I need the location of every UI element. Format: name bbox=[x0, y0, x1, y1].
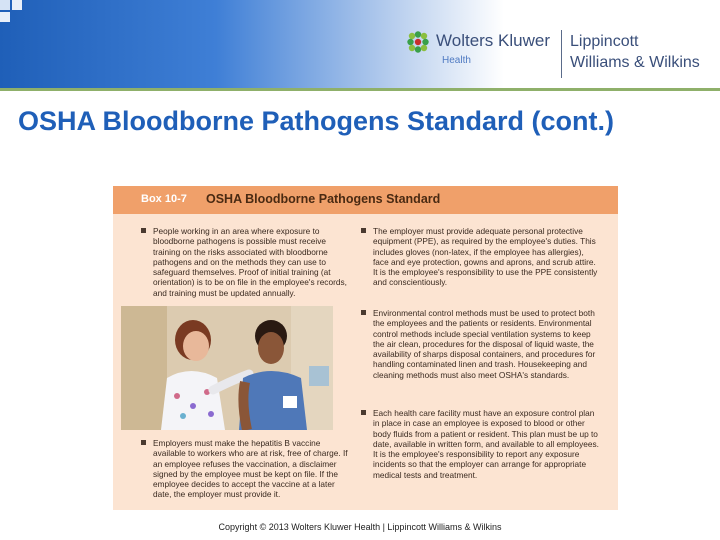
bullet-square-icon bbox=[361, 310, 366, 315]
left-bullet-1: People working in an area where exposure to bloodborne pathogens is possible must receive training on the risks associated with bloodborne pathogens and on the methods they can use to safeguard themselves. Proof of initial training (at orientation) is to be on file in the employee's records, and training must be updated annually. bbox=[141, 226, 355, 298]
right-bullet-3: Each health care facility must have an exposure control plan in place in case an employee is exposed to blood or other body fluids from a patient or resident. This plan must be up to date, available in written form, and available to all employees. It is the employee's responsibility to report any exposure incidents so that the employer can arrange for appropriate medical tests and treatment. bbox=[361, 408, 599, 480]
bullet-square-icon bbox=[141, 440, 146, 445]
bullet-square-icon bbox=[141, 228, 146, 233]
publisher-name-line1: Lippincott bbox=[570, 33, 639, 50]
left-bullet-2: Employers must make the hepatitis B vaccine available to workers who are at risk, free of charge. If an employee refuses the vaccination, a disclaimer signed by the employee must be kept on file. If the employee decides to accept the vaccine at a later date, the employer must provide it. bbox=[141, 438, 355, 500]
bullet-square-icon bbox=[361, 410, 366, 415]
box-header bbox=[113, 186, 618, 214]
bullet-square-icon bbox=[361, 228, 366, 233]
slide-title: OSHA Bloodborne Pathogens Standard (cont.) bbox=[18, 106, 615, 136]
corner-decoration bbox=[0, 12, 10, 22]
copyright-notice: Copyright © 2013 Wolters Kluwer Health | Lippincott Williams & Wilkins bbox=[218, 522, 502, 532]
corner-decoration bbox=[0, 0, 10, 10]
box-label: Box 10-7 bbox=[141, 193, 187, 205]
brand-division: Health bbox=[442, 55, 471, 66]
nurse-vaccination-photo bbox=[121, 306, 333, 430]
publisher-name-line2: Williams & Wilkins bbox=[570, 54, 700, 71]
brand-name: Wolters Kluwer bbox=[436, 31, 550, 50]
corner-decoration bbox=[12, 0, 22, 10]
photo-illustration bbox=[121, 306, 333, 430]
right-bullet-2: Environmental control methods must be used to protect both the employees and the patients or residents. Environmental control methods include special ventilation systems to keep the air clean, procedures for the disposal of liquid waste, the availability of sharps disposal containers, and procedures for handling contaminated linen and trash. Housekeeping and cleaning methods must also meet OSHA's standards. bbox=[361, 308, 599, 380]
info-box bbox=[113, 186, 618, 510]
logo-divider bbox=[561, 30, 562, 78]
right-bullet-1: The employer must provide adequate personal protective equipment (PPE), as required by the employee's duties. This includes gloves (non-latex, if the employee has allergies), face and eye protection, gowns and aprons, and scrub attire. It is the employee's responsibility to use the PPE consistently and conscientiously. bbox=[361, 226, 599, 288]
wolters-kluwer-globe-icon bbox=[406, 30, 430, 54]
box-heading: OSHA Bloodborne Pathogens Standard bbox=[206, 192, 441, 206]
header-accent-line bbox=[0, 88, 720, 91]
